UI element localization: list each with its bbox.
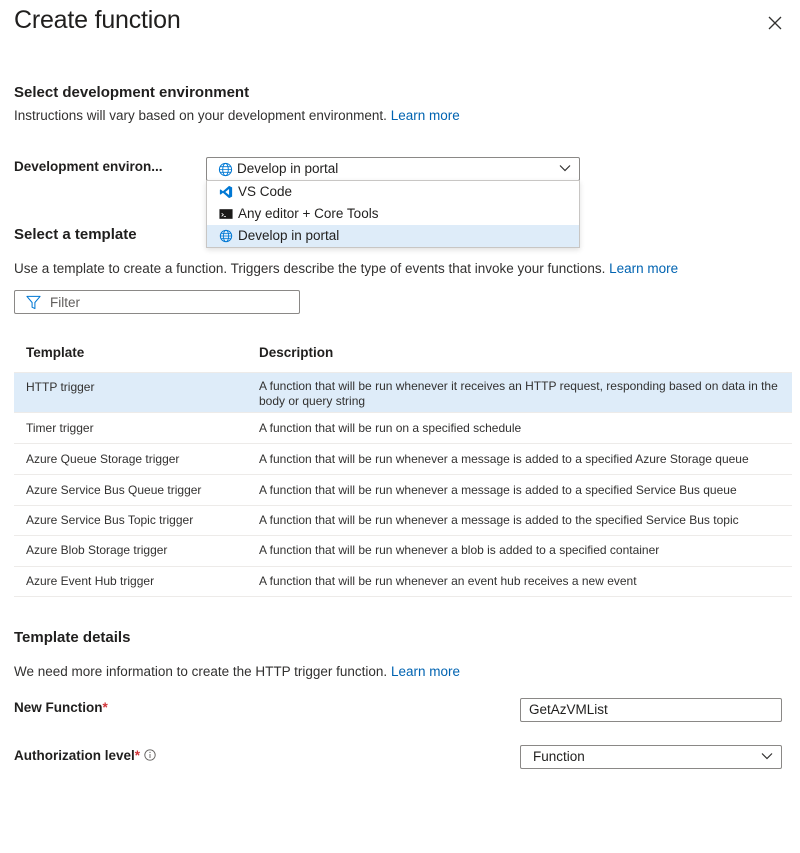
template-name: Azure Blob Storage trigger [26,543,168,557]
template-description-cell: A function that will be run whenever a message is added to the specified Service Bus topic [259,513,739,527]
required-marker: * [134,748,141,763]
template-description-cell: A function that will be run whenever a blob is added to a specified container [259,543,660,557]
dev-env-menu [206,180,580,248]
details-learn-more-link[interactable]: Learn more [390,664,460,679]
dev-env-option-portal[interactable] [207,225,579,247]
dev-env-selected-value: Develop in portal [237,161,339,176]
column-header-description: Description [259,345,334,360]
template-name: Timer trigger [26,421,94,435]
dev-env-heading: Select development environment [14,84,250,101]
details-description-text: We need more information to create the HTTP trigger function. [14,664,388,679]
template-name: Azure Queue Storage trigger [26,452,180,466]
template-name: Azure Event Hub trigger [26,574,155,588]
table-row[interactable] [14,475,792,506]
template-description-cell: A function that will be run whenever an event hub receives a new event [259,574,637,588]
new-function-label-text: New Function [14,700,103,715]
auth-level-dropdown[interactable] [520,745,782,769]
table-row[interactable] [14,567,792,597]
template-description-cell: A function that will be run on a specified schedule [259,421,522,435]
dev-env-option-vscode[interactable] [207,181,579,203]
template-description [14,261,678,276]
template-description-cell: A function that will be run whenever a message is added to a specified Azure Storage queue [259,452,749,466]
table-row[interactable] [14,444,792,475]
dev-env-option-core-tools[interactable] [207,203,579,225]
new-function-value: GetAzVMList [529,702,608,717]
table-row[interactable] [14,373,792,413]
dev-env-description-text: Instructions will vary based on your development environment. [14,108,387,123]
required-marker: * [102,700,108,715]
template-learn-more-link[interactable]: Learn more [609,261,679,276]
auth-level-label-text: Authorization level [14,748,135,763]
template-name: Azure Service Bus Queue trigger [26,483,202,497]
filter-placeholder: Filter [50,295,80,310]
globe-icon [219,229,233,243]
terminal-icon [219,207,233,221]
details-description [14,664,460,679]
template-heading: Select a template [14,226,137,243]
dev-env-option-label: Develop in portal [238,228,340,243]
details-heading: Template details [14,629,131,646]
dev-env-option-label: VS Code [238,184,293,199]
template-description-cell: A function that will be run whenever it receives an HTTP request, responding based on data in the body or query string [259,379,778,408]
page-title: Create function [14,6,181,34]
template-description-cell: A function that will be run whenever a message is added to a specified Service Bus queue [259,483,737,497]
auth-level-label [14,748,156,763]
dev-env-option-label: Any editor + Core Tools [238,206,379,221]
globe-icon [218,162,233,177]
filter-icon [26,295,41,310]
auth-level-value: Function [533,749,585,764]
info-icon[interactable] [144,749,156,761]
new-function-label [14,700,108,715]
table-row[interactable] [14,536,792,567]
dev-env-learn-more-link[interactable]: Learn more [390,108,460,123]
vscode-icon [219,185,233,199]
chevron-down-icon [761,752,773,760]
template-name: Azure Service Bus Topic trigger [26,513,194,527]
table-row[interactable] [14,413,792,444]
table-row[interactable] [14,506,792,536]
dev-env-dropdown[interactable] [206,157,580,181]
dev-env-field-label: Development environ... [14,159,163,174]
column-header-template: Template [26,345,85,360]
template-name: HTTP trigger [26,380,95,394]
close-icon [764,12,786,34]
template-description-text: Use a template to create a function. Triggers describe the type of events that invoke your functions. [14,261,606,276]
chevron-down-icon [559,164,571,172]
close-button[interactable] [764,12,786,34]
dev-env-description [14,108,460,123]
filter-input[interactable] [14,290,300,314]
new-function-input[interactable] [520,698,782,722]
